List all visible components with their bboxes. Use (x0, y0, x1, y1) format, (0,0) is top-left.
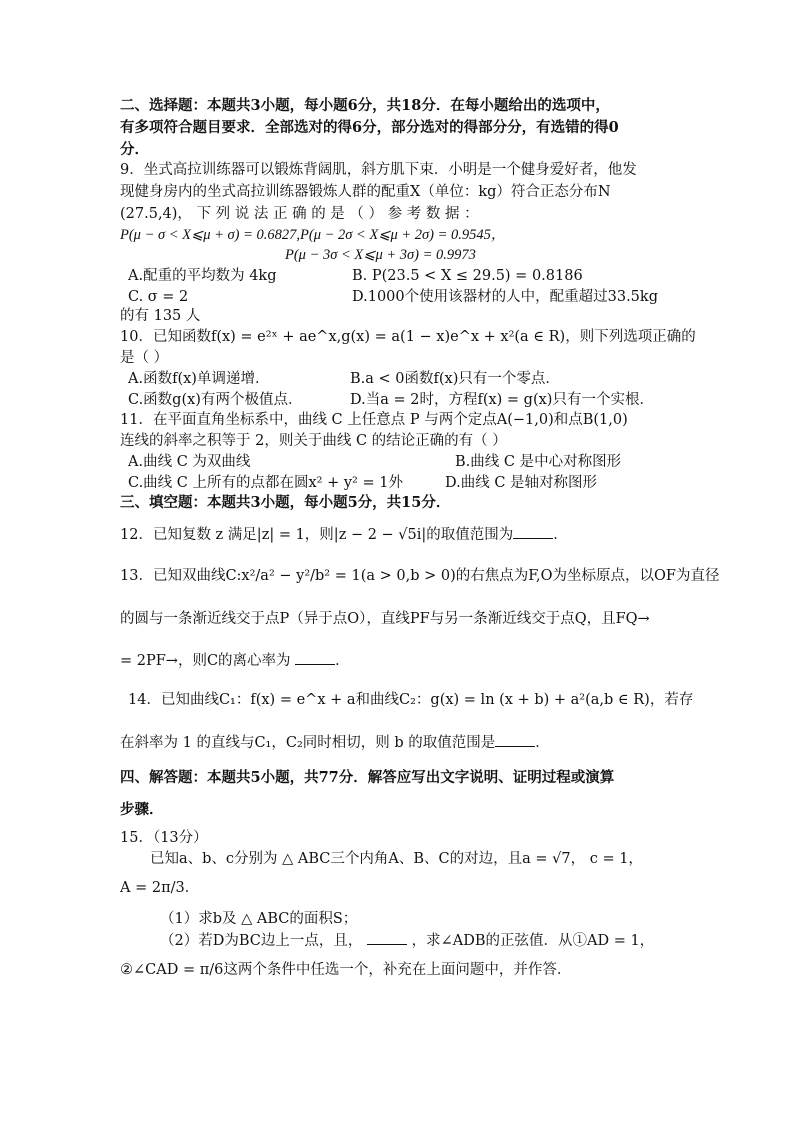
q15-answer-blank (367, 930, 407, 945)
q13-answer-blank (295, 650, 335, 665)
q9-formula1: P(μ − σ < X⩽μ + σ) = 0.6827,P(μ − 2σ < X⩽μ + 2σ) = 0.9545， (120, 227, 506, 243)
section-2-heading-line2: 有多项符合题目要求．全部选对的得6分，部分选对的得部分分，有选错的得0 (120, 119, 619, 136)
section-2-heading-line3: 分． (120, 141, 149, 158)
q15-part2 (160, 930, 654, 951)
q12-end: ． (553, 527, 568, 543)
q14-answer-blank (495, 732, 535, 747)
q9-line1: 9．坐式高拉训练器可以锻炼背阔肌，斜方肌下束．小明是一个健身爱好者，他发 (120, 162, 637, 178)
q10-option-b: B.a < 0函数f(x)只有一个零点． (350, 371, 560, 387)
q13-line2: 的圆与一条渐近线交于点P（异于点O），直线PF与另一条渐近线交于点Q，且FQ→ (120, 611, 650, 627)
q15-title: 15．（13分） (120, 830, 208, 846)
section-2-heading-line1: 二、选择题：本题共3小题，每小题6分，共18分．在每小题给出的选项中， (120, 97, 610, 114)
q11-line1: 11．在平面直角坐标系中，曲线 C 上任意点 P 与两个定点A(−1,0)和点B(1,0) (120, 412, 628, 428)
q11-option-d: D.曲线 C 是轴对称图形 (445, 475, 598, 491)
q10-option-a: A.函数f(x)单调递增． (128, 371, 270, 387)
q14-end: ． (535, 735, 550, 751)
q12-answer-blank (513, 524, 553, 539)
q11-option-a: A.曲线 C 为双曲线 (128, 454, 251, 470)
q10-option-c: C.函数g(x)有两个极值点． (128, 392, 303, 408)
q11-option-b: B.曲线 C 是中心对称图形 (455, 454, 622, 470)
section-4-heading-line1: 四、解答题：本题共5小题，共77分．解答应写出文字说明、证明过程或演算 (120, 769, 615, 786)
q10-line2: 是（ ） (120, 350, 169, 366)
q15-part2-end: ，求∠ADB的正弦值．从①AD = 1， (411, 933, 655, 949)
q9-option-a: A.配重的平均数为 4kg (128, 268, 277, 284)
q11-option-c: C.曲线 C 上所有的点都在圆x² + y² = 1外 (128, 475, 403, 491)
q9-option-d-cont: 的有 135 人 (120, 308, 201, 324)
q15-line1: 已知a、b、c分别为 △ ABC三个内角A、B、C的对边，且a = √7， c = 1， (150, 851, 643, 867)
q13-text: = 2PF→，则C的离心率为 (120, 653, 291, 669)
q9-line2: 现健身房内的坐式高拉训练器锻炼人群的配重X（单位：kg）符合正态分布N (120, 184, 611, 200)
q9-option-c: C. σ = 2 (128, 289, 189, 305)
q14-text: 在斜率为 1 的直线与C₁，C₂同时相切，则 b 的取值范围是 (120, 735, 496, 751)
section-3-heading: 三、填空题：本题共3小题，每小题5分，共15分． (120, 494, 451, 511)
q11-line2: 连线的斜率之积等于 2，则关于曲线 C 的结论正确的有（ ） (120, 433, 507, 449)
q13-line1: 13．已知双曲线C:x²/a² − y²/b² = 1(a > 0,b > 0)的右焦点为F,O为坐标原点，以OF为直径 (120, 568, 720, 584)
q15-line2: A = 2π/3． (120, 880, 200, 896)
q15-line-options: ②∠CAD = π/6这两个条件中任选一个，补充在上面问题中，并作答． (120, 962, 572, 978)
q10-option-d: D.当a = 2时，方程f(x) = g(x)只有一个实根． (350, 392, 654, 408)
q9-formula2: P(μ − 3σ < X⩽μ + 3σ) = 0.9973 (285, 247, 476, 263)
q14-line1: 14．已知曲线C₁：f(x) = e^x + a和曲线C₂：g(x) = ln (x + b) + a²(a,b ∈ R)，若存 (128, 692, 694, 708)
q9-line3: (27.5,4)， 下 列 说 法 正 确 的 是 （ ） 参 考 数 据 ： (120, 206, 479, 222)
q14-line2 (120, 732, 550, 753)
q13-line3 (120, 650, 350, 671)
q13-end: ． (335, 653, 350, 669)
q10-line1: 10．已知函数f(x) = e²ˣ + ae^x,g(x) = a(1 − x)e^x + x²(a ∈ R)，则下列选项正确的 (120, 329, 696, 345)
q12-line1 (120, 524, 568, 545)
q15-part1: （1）求b及 △ ABC的面积S； (160, 911, 358, 927)
section-4-heading-line2: 步骤． (120, 801, 164, 818)
q9-option-d: D.1000个使用该器材的人中，配重超过33.5kg (352, 289, 658, 305)
q15-part2-text: （2）若D为BC边上一点，且， (160, 933, 363, 949)
q12-text: 12．已知复数 z 满足|z| = 1，则|z − 2 − √5i|的取值范围为 (120, 527, 514, 543)
q9-option-b: B. P(23.5 < X ≤ 29.5) = 0.8186 (352, 268, 583, 284)
